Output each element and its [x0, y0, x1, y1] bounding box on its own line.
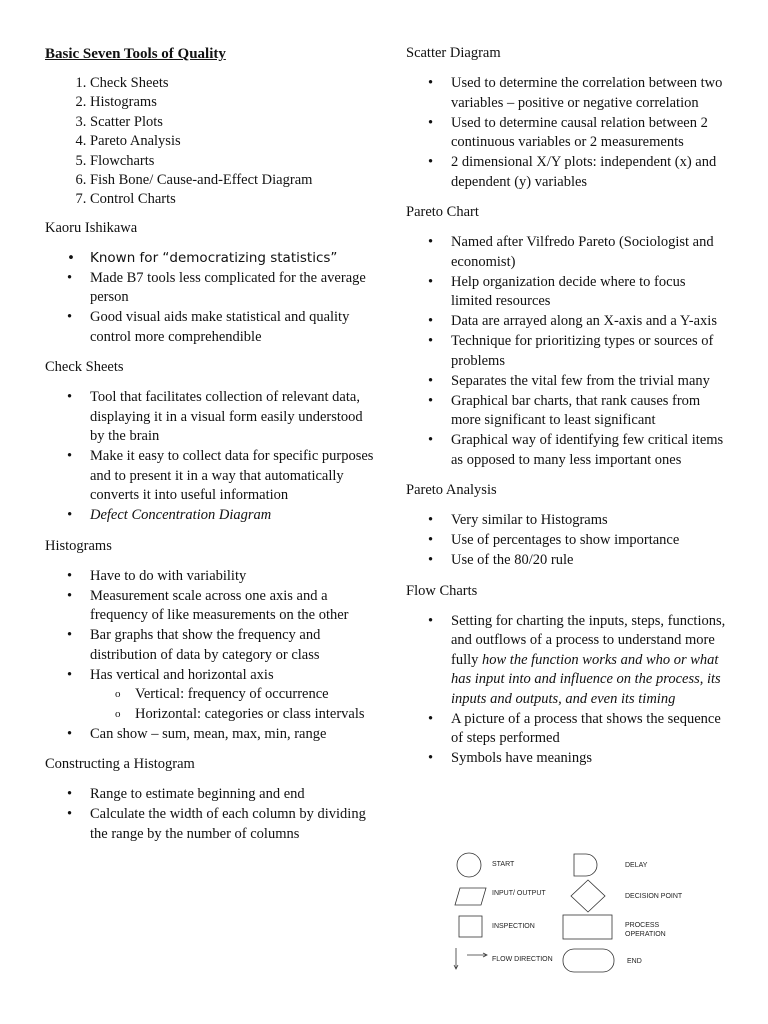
list-item: • Made B7 tools less complicated for the average person — [90, 269, 375, 308]
list-item: • Good visual aids make statistical and quality control more comprehendible — [90, 308, 375, 347]
scatter-list — [406, 74, 726, 192]
list-item: 2. Histograms — [90, 93, 375, 112]
legend-label-delay: DELAY — [625, 862, 648, 869]
list-item: • Technique for prioritizing types or sources of problems — [451, 332, 726, 371]
section-heading-scatter: Scatter Diagram — [406, 45, 501, 61]
section-heading-pareto-analysis: Pareto Analysis — [406, 482, 497, 498]
pareto-chart-list — [406, 233, 726, 470]
axis-sublist — [90, 685, 375, 724]
list-item — [451, 612, 726, 710]
section-heading-check-sheets: Check Sheets — [45, 359, 124, 376]
list-item: 7. Control Charts — [90, 190, 375, 209]
input-output-symbol — [455, 888, 486, 905]
list-item: • Help organization decide where to focus limited resources — [451, 273, 726, 312]
pareto-analysis-list — [406, 511, 726, 571]
decision-point-symbol — [571, 880, 605, 912]
document-title: Basic Seven Tools of Quality — [45, 46, 226, 62]
process-operation-symbol — [563, 915, 612, 939]
list-item-text: Setting for charting the inputs, steps, functions, and outflows of a process to understand more fully — [451, 612, 726, 668]
flowchart-symbol-legend — [450, 852, 710, 982]
legend-label-decision: DECISION POINT — [625, 893, 683, 900]
legend-label-end: END — [627, 958, 642, 965]
delay-symbol — [574, 854, 597, 876]
list-item: • Bar graphs that show the frequency and distribution of data by category or class — [90, 626, 375, 665]
list-item: • Can show – sum, mean, max, min, range — [90, 725, 375, 745]
list-item: • Named after Vilfredo Pareto (Sociologist and economist) — [451, 233, 726, 272]
list-item-emphasis: how the function works and who or what has input into and influence on the process, its inputs and outputs, and even its timing — [451, 651, 721, 707]
left-column — [45, 44, 375, 855]
legend-label-flow: FLOW DIRECTION — [492, 956, 553, 963]
histograms-list — [45, 567, 375, 745]
list-item: • Very similar to Histograms — [451, 511, 726, 531]
end-symbol — [563, 949, 614, 972]
section-heading-ishikawa: Kaoru Ishikawa — [45, 219, 138, 236]
legend-label-inspection: INSPECTION — [492, 923, 535, 930]
inspection-symbol — [459, 916, 482, 937]
list-item: • Tool that facilitates collection of relevant data, displaying it in a visual form easily understood by the brain — [90, 388, 375, 447]
list-item: • A picture of a process that shows the sequence of steps performed — [451, 710, 726, 749]
flow-charts-list — [406, 612, 726, 769]
list-item: 3. Scatter Plots — [90, 113, 375, 132]
list-item: • Have to do with variability — [90, 567, 375, 587]
section-heading-pareto-chart: Pareto Chart — [406, 204, 479, 220]
list-item: 1. Check Sheets — [90, 74, 375, 93]
list-item: • Known for “democratizing statistics” — [90, 249, 375, 269]
start-symbol — [457, 853, 481, 877]
list-item — [90, 666, 375, 725]
section-heading-histograms: Histograms — [45, 537, 112, 554]
list-item: • Separates the vital few from the trivial many — [451, 372, 726, 392]
tools-list — [45, 74, 375, 210]
list-item: • Used to determine causal relation between 2 continuous variables or 2 measurements — [451, 114, 726, 153]
list-item: • Defect Concentration Diagram — [90, 506, 375, 526]
ishikawa-list — [45, 249, 375, 348]
list-item: 4. Pareto Analysis — [90, 132, 375, 151]
list-item: • Use of the 80/20 rule — [451, 551, 726, 571]
right-column — [406, 44, 726, 780]
sub-list-item: o Vertical: frequency of occurrence — [135, 685, 375, 705]
list-item: • Use of percentages to show importance — [451, 531, 726, 551]
list-item: 5. Flowcharts — [90, 152, 375, 171]
list-item: 6. Fish Bone/ Cause-and-Effect Diagram — [90, 171, 375, 190]
list-item: • Data are arrayed along an X-axis and a Y-axis — [451, 312, 726, 332]
list-item: • Make it easy to collect data for specific purposes and to present it in a way that automatically converts it into useful information — [90, 447, 375, 506]
list-item: • Measurement scale across one axis and a frequency of like measurements on the other — [90, 587, 375, 626]
list-item: • Range to estimate beginning and end — [90, 785, 375, 805]
check-sheets-list — [45, 388, 375, 526]
list-item-text: Has vertical and horizontal axis — [90, 666, 274, 683]
section-heading-flow-charts: Flow Charts — [406, 582, 478, 599]
sub-list-item: o Horizontal: categories or class intervals — [135, 705, 375, 725]
list-item: • Symbols have meanings — [451, 749, 726, 769]
legend-label-start: START — [492, 861, 515, 868]
list-item: • Graphical bar charts, that rank causes from more significant to least significant — [451, 392, 726, 431]
legend-shapes — [450, 852, 710, 982]
legend-label-input-output: INPUT/ OUTPUT — [492, 890, 546, 897]
section-heading-constructing: Constructing a Histogram — [45, 756, 195, 773]
list-item: • Calculate the width of each column by dividing the range by the number of columns — [90, 805, 375, 844]
list-item: • Used to determine the correlation between two variables – positive or negative correlation — [451, 74, 726, 113]
list-item: • 2 dimensional X/Y plots: independent (x) and dependent (y) variables — [451, 153, 726, 192]
list-item: • Graphical way of identifying few critical items as opposed to many less important ones — [451, 431, 726, 470]
constructing-list — [45, 785, 375, 844]
legend-label-process: PROCESS OPERATION — [625, 922, 666, 938]
